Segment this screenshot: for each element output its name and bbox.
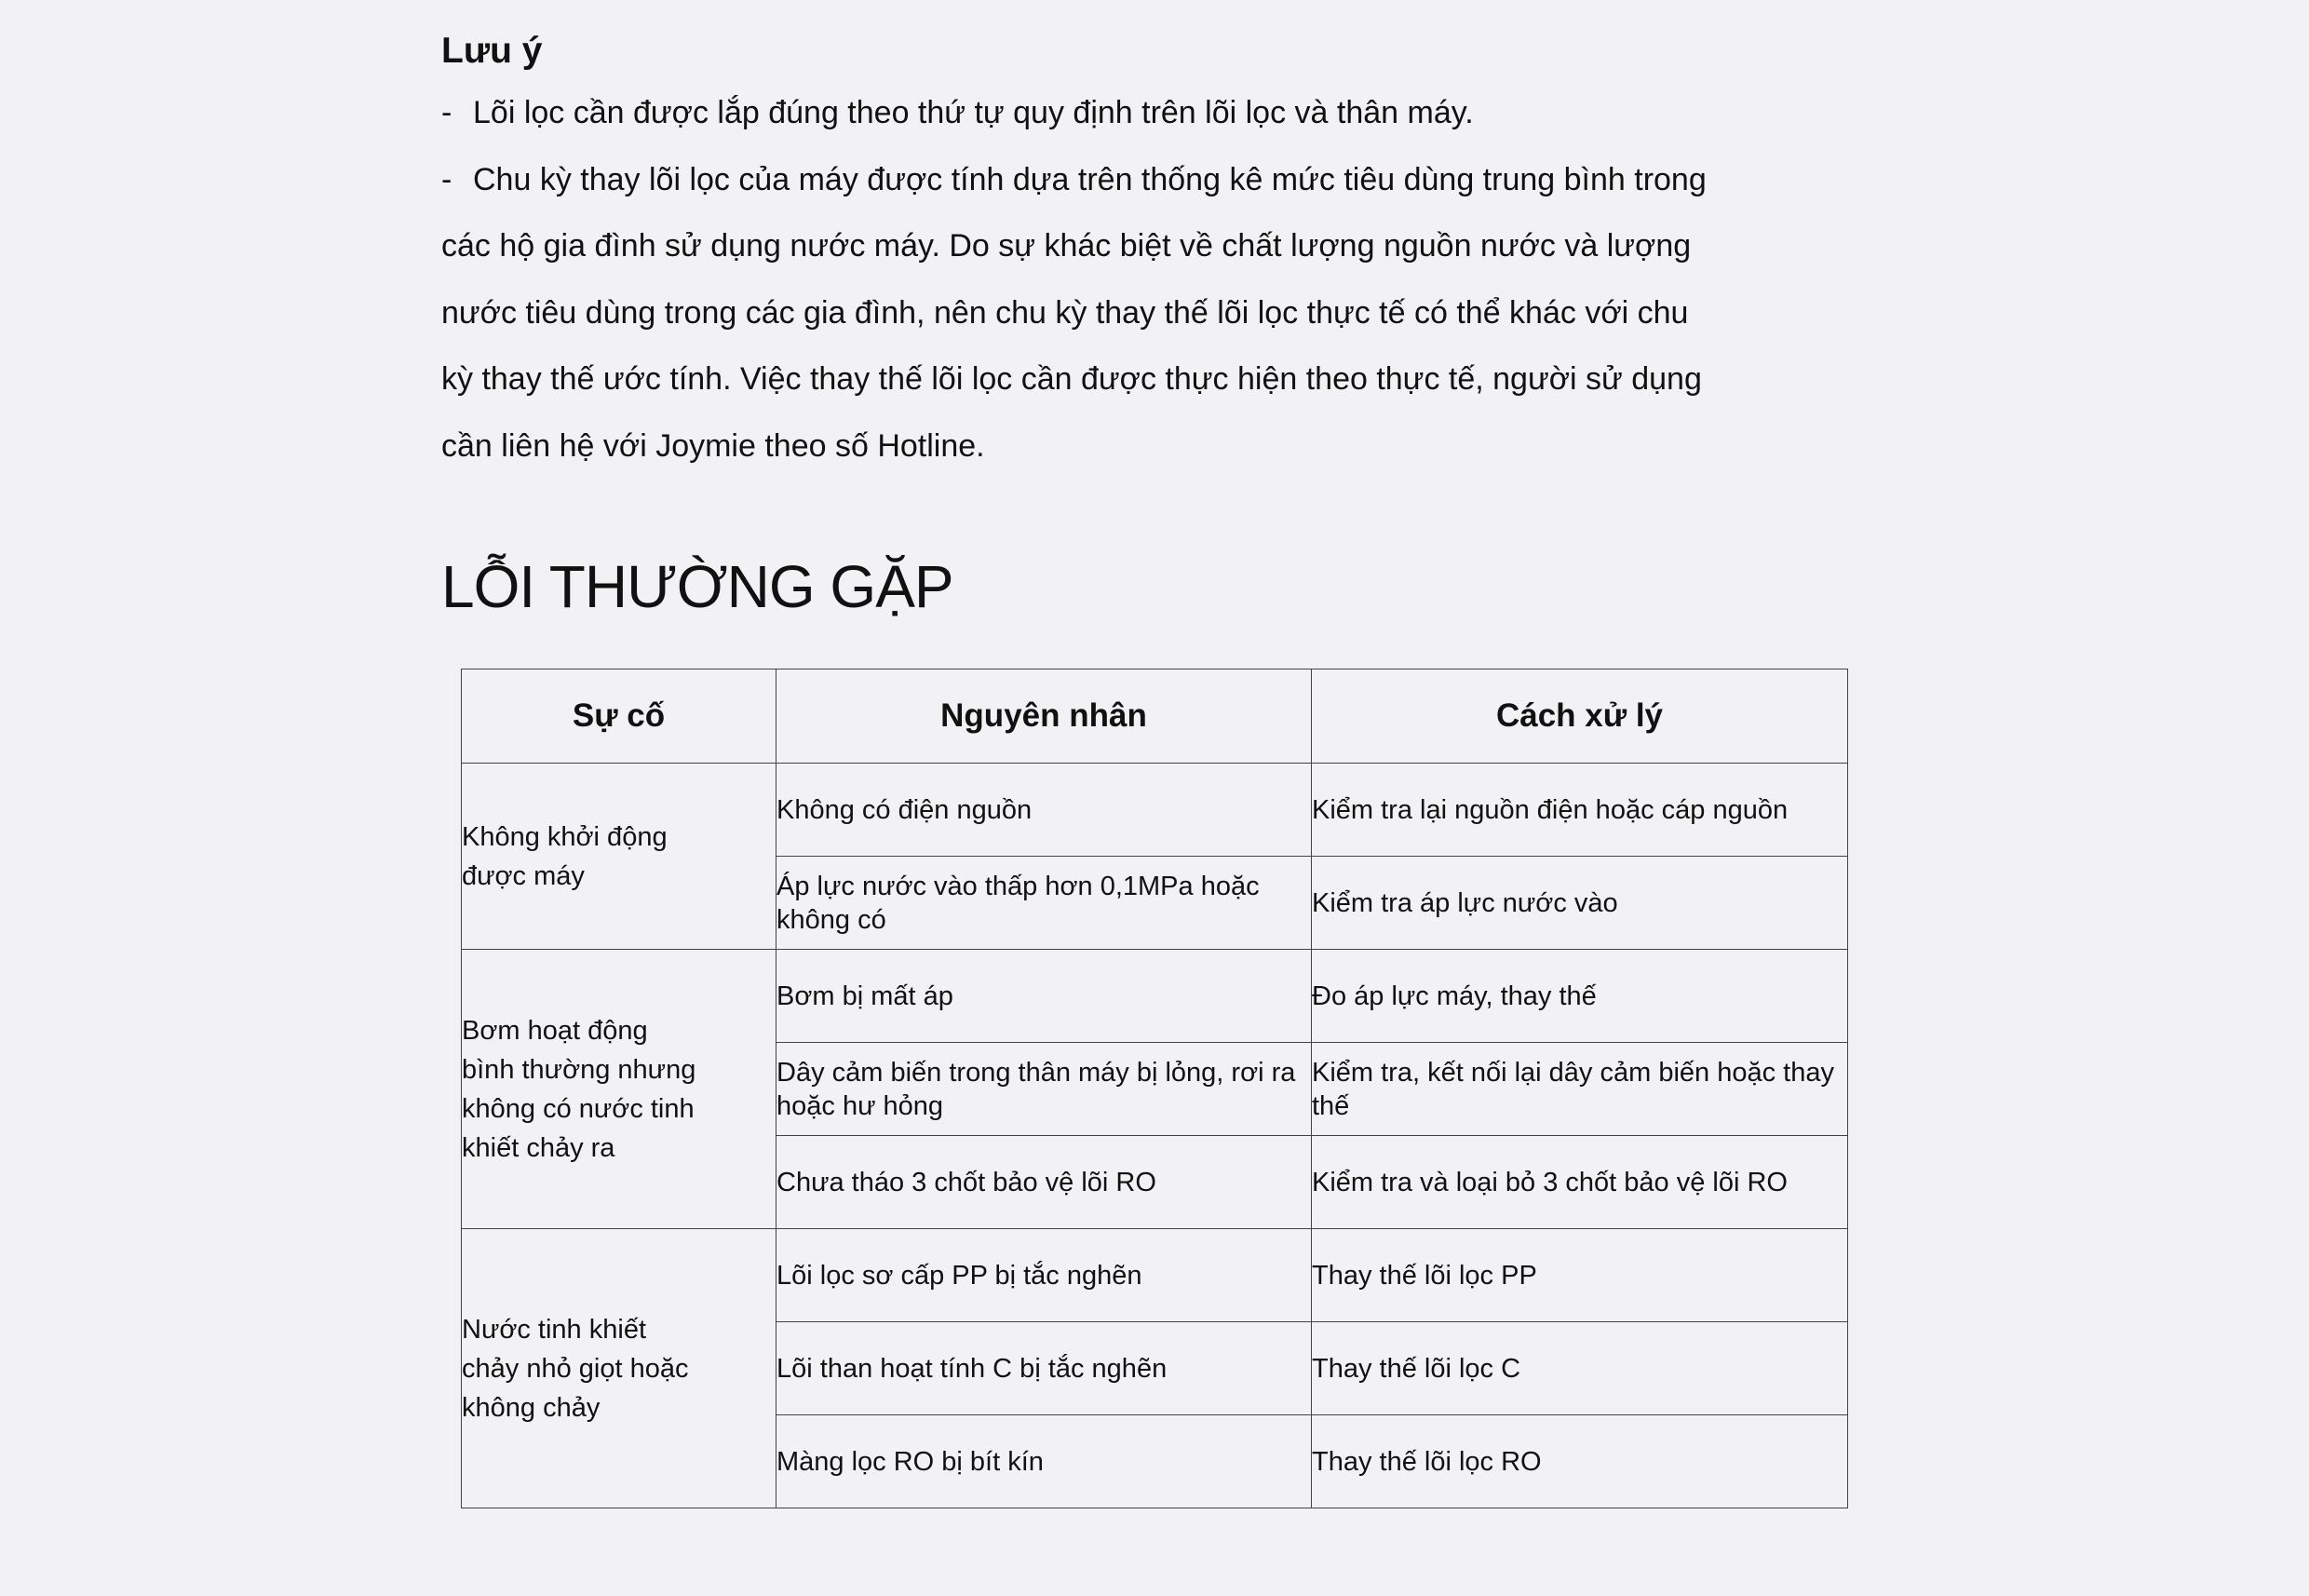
- cause-cell: Chưa tháo 3 chốt bảo vệ lõi RO: [776, 1136, 1312, 1229]
- note-line: [441, 346, 1726, 413]
- fix-cell: Kiểm tra và loại bỏ 3 chốt bảo vệ lõi RO: [1312, 1136, 1848, 1229]
- fix-cell: Thay thế lõi lọc PP: [1312, 1229, 1848, 1322]
- cause-cell: Áp lực nước vào thấp hơn 0,1MPa hoặc không có: [776, 857, 1312, 950]
- header-fix: Cách xử lý: [1312, 670, 1848, 764]
- table-row: [462, 1229, 1848, 1322]
- issue-cell: [462, 764, 776, 950]
- table-header-row: [462, 670, 1848, 764]
- note-line: [441, 147, 1726, 214]
- note-line: [441, 213, 1726, 280]
- issue-cell: [462, 950, 776, 1229]
- note-text: các hộ gia đình sử dụng nước máy. Do sự khác biệt về chất lượng nguồn nước và lượng: [441, 228, 1692, 264]
- fix-cell: Kiểm tra áp lực nước vào: [1312, 857, 1848, 950]
- cause-cell: Màng lọc RO bị bít kín: [776, 1415, 1312, 1508]
- cause-cell: Dây cảm biến trong thân máy bị lỏng, rơi ra hoặc hư hỏng: [776, 1043, 1312, 1136]
- header-issue: Sự cố: [462, 670, 776, 764]
- note-line: [441, 413, 1726, 480]
- fix-cell: Thay thế lõi lọc RO: [1312, 1415, 1848, 1508]
- issue-text: Không khởi động được máy: [462, 821, 668, 891]
- note-text: cần liên hệ với Joymie theo số Hotline.: [441, 427, 985, 464]
- cause-cell: Bơm bị mất áp: [776, 950, 1312, 1043]
- cause-cell: Lõi lọc sơ cấp PP bị tắc nghẽn: [776, 1229, 1312, 1322]
- note-line: [441, 80, 1726, 147]
- troubleshooting-table: [461, 669, 1848, 1508]
- note-title: Lưu ý: [441, 31, 543, 71]
- header-cause: Nguyên nhân: [776, 670, 1312, 764]
- bullet-dash: -: [441, 95, 452, 130]
- fix-cell: Kiểm tra lại nguồn điện hoặc cáp nguồn: [1312, 764, 1848, 857]
- table-row: [462, 950, 1848, 1043]
- note-text: Lõi lọc cần được lắp đúng theo thứ tự quy định trên lõi lọc và thân máy.: [473, 95, 1474, 130]
- cause-cell: Không có điện nguồn: [776, 764, 1312, 857]
- note-text: nước tiêu dùng trong các gia đình, nên chu kỳ thay thế lõi lọc thực tế có thể khác với chu: [441, 294, 1689, 331]
- issue-text: Bơm hoạt động bình thường nhưng không có nước tinh khiết chảy ra: [462, 1015, 696, 1163]
- note-line: [441, 280, 1726, 347]
- table-row: [462, 764, 1848, 857]
- fix-cell: Đo áp lực máy, thay thế: [1312, 950, 1848, 1043]
- bullet-dash: -: [441, 161, 452, 197]
- issue-text: Nước tinh khiết chảy nhỏ giọt hoặc không chảy: [462, 1314, 689, 1423]
- issue-cell: [462, 1229, 776, 1508]
- note-text: kỳ thay thế ước tính. Việc thay thế lõi lọc cần được thực hiện theo thực tế, người sử dụng: [441, 361, 1702, 397]
- fix-cell: Thay thế lõi lọc C: [1312, 1322, 1848, 1415]
- note-text: Chu kỳ thay lõi lọc của máy được tính dựa trên thống kê mức tiêu dùng trung bình trong: [473, 161, 1707, 197]
- fix-cell: Kiểm tra, kết nối lại dây cảm biến hoặc thay thế: [1312, 1043, 1848, 1136]
- note-body: [441, 80, 1726, 480]
- cause-cell: Lõi than hoạt tính C bị tắc nghẽn: [776, 1322, 1312, 1415]
- section-title: LỖI THƯỜNG GẶP: [441, 553, 953, 620]
